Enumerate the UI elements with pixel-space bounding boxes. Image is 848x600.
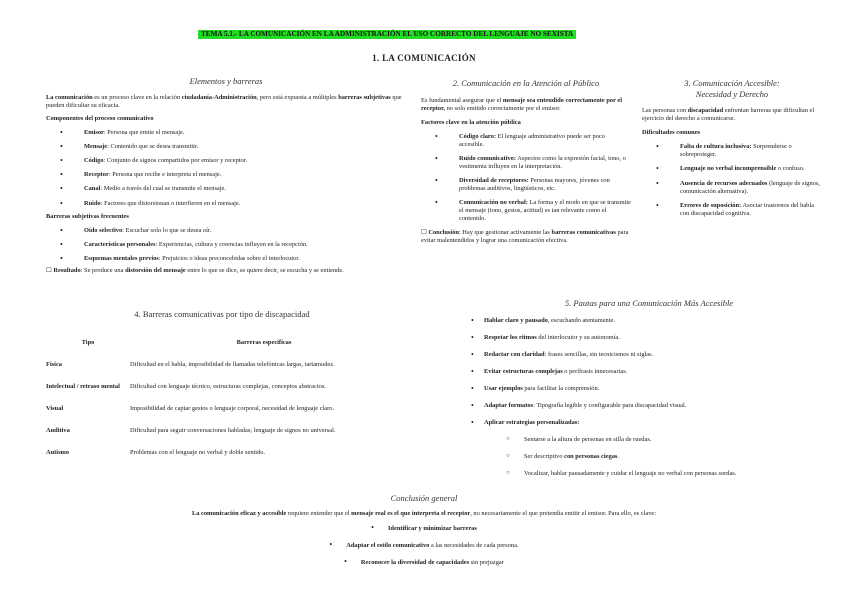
intro-paragraph [642, 107, 822, 123]
difficulty-item [642, 202, 822, 218]
barrier-item [46, 241, 406, 249]
item-description: a las necesidades de cada persona. [429, 541, 519, 549]
section-heading: Conclusión general [390, 493, 458, 503]
pauta-item [484, 402, 814, 410]
item-description: , escuchando atentamente. [547, 316, 615, 324]
difficulty-item [642, 165, 822, 173]
cell-tipo: Visual [46, 405, 64, 412]
item-term: Reconocer la diversidad de capacidades [360, 558, 470, 566]
item-term: Ruido comunicativo: [459, 154, 516, 162]
cell-tipo: Física [46, 361, 62, 368]
section-heading: Elementos y barreras [189, 76, 263, 86]
component-item [46, 143, 406, 151]
conclusion-item [0, 523, 848, 533]
text: para evitar malentendidos y lograr una comunicación efectiva. [421, 229, 629, 245]
pauta-item [484, 317, 814, 325]
section-heading: 4. Barreras comunicativas por tipo de discapacidad [134, 309, 310, 319]
item-description: : Medio a través del cual se transmite el mensaje. [100, 185, 226, 193]
item-term: Aplicar estrategias personalizadas: [484, 418, 580, 426]
table-row [46, 427, 398, 449]
text: Las personas con [642, 107, 688, 115]
pauta-item [484, 368, 814, 376]
cell-tipo: Autismo [46, 449, 70, 456]
barrier-item [46, 255, 406, 263]
table-header-row [46, 339, 398, 361]
item-description: : Persona que recibe e interpreta el mensaje. [108, 171, 222, 179]
factor-item [421, 199, 631, 223]
table-row [46, 361, 398, 383]
disability-barriers-table [46, 339, 398, 471]
text: Vocalizar, hablar pausadamente y cuidar el lenguaje no verbal con personas sordas. [524, 469, 737, 477]
text: es un proceso clave en la relación [92, 93, 182, 101]
item-term: Adaptar el estilo comunicativo [346, 541, 430, 549]
item-term: Características personales [84, 240, 156, 248]
item-description: para facilitar la comprensión. [522, 384, 600, 392]
pauta-item [484, 334, 814, 342]
bold-text: barreras comunicativas [551, 229, 616, 237]
item-term: Usar ejemplos [484, 384, 523, 392]
pautas-sublist [484, 436, 814, 478]
pauta-subitem [484, 453, 814, 461]
topic-title: TEMA 5.1.- LA COMUNICACIÓN EN LA ADMINISTRACIÓN EL USO CORRECTO DEL LENGUAJE NO SEXISTA [198, 30, 576, 39]
item-description: : Factores que distorsionan o interfieren en el mensaje. [100, 199, 241, 207]
pauta-subitem [484, 436, 814, 444]
item-description: : frases sencillas, sin tecnicismos ni siglas. [544, 350, 654, 358]
text: enfrentan barreras que dificultan el ejercicio del derecho a comunicarse. [642, 107, 815, 123]
item-description: : Persona que emite el mensaje. [103, 128, 185, 136]
item-description: Sorprenderse o sobreproteger. [680, 143, 792, 159]
item-term: Código claro: [459, 132, 496, 140]
factors-list [421, 133, 631, 224]
factor-item [421, 155, 631, 171]
bold-text: Resultado [53, 267, 81, 275]
item-term: Diversidad de receptores: [459, 177, 529, 184]
pauta-item [484, 419, 814, 427]
table-row [46, 449, 398, 471]
difficulties-title: Dificultades comunes [642, 129, 701, 137]
section-heading-line1: 3. Comunicación Accesible: [684, 78, 780, 88]
column-header-barreras: Barreras específicas [236, 339, 292, 346]
text: Sentarse a la altura de personas en silla de ruedas. [524, 435, 652, 443]
bold-text: discapacidad [687, 107, 724, 115]
item-description: o confuso. [776, 165, 805, 173]
section-conclusion [0, 493, 848, 574]
bold-text: ciudadanía-Administración [181, 93, 257, 101]
item-description: : Experiencias, cultura y creencias influyen en la recepción. [155, 240, 308, 248]
item-description: Asociar trastornos del habla con discapacidad cognitiva. [680, 201, 814, 217]
bullet-icon: • [329, 539, 333, 549]
item-description: sin prejuzgar [469, 558, 504, 566]
text: : Hay que gestionar activamente las [458, 229, 552, 237]
text: que pueden dificultar su eficacia. [46, 93, 402, 109]
bold-text: mensaje real es el que interpreta el receptor [351, 509, 471, 517]
difficulties-list [642, 143, 822, 218]
section-elementos-barreras [46, 70, 406, 278]
item-term: Comunicación no verbal: [459, 199, 528, 207]
item-description: : Escuchar solo lo que se desea oír. [122, 226, 212, 234]
cell-barrera: Imposibilidad de captar gestos o lenguaje corporal, necesidad de lenguaje claro. [130, 405, 335, 412]
section-atencion-publico [421, 78, 631, 248]
item-description: : Tipografía legible y configurable para discapacidad visual. [533, 401, 687, 409]
text: requiere entender que el [286, 509, 352, 517]
section-heading-line2: Necesidad y Derecho [695, 88, 769, 99]
conclusion-item [0, 557, 848, 567]
pauta-subitem [484, 470, 814, 478]
item-description: La forma y el modo en que se transmite el mensaje (tono, gestos, actitud) es tan relevante como el contenido. [459, 199, 631, 223]
item-description: o perífrasis innecesarias. [562, 367, 628, 375]
cell-barrera: Dificultad con lenguaje técnico, estructuras complejas, conceptos abstractos. [130, 383, 326, 390]
barrier-item [46, 227, 406, 235]
item-description: (lenguaje de signos, comunicación alternativa). [680, 179, 820, 195]
difficulty-item [642, 143, 822, 159]
bold-text: con personas ciegas [564, 452, 618, 460]
item-term: Hablar claro y pausado [484, 316, 548, 324]
intro-paragraph [46, 94, 406, 110]
text: , no necesariamente el que pretendía emitir el emisor. Para ello, es clave: [470, 509, 657, 517]
item-term: Emisor [84, 128, 104, 136]
text: entre lo que se dice, se quiere decir, se escucha y se entiende. [185, 267, 344, 275]
barriers-list [46, 227, 406, 263]
item-term: Evitar estructuras complejas [484, 367, 563, 375]
section-pautas [484, 298, 814, 487]
component-item [46, 171, 406, 179]
component-item [46, 129, 406, 137]
item-term: Mensaje [84, 142, 108, 150]
item-term: Identificar y minimizar barreras [387, 524, 477, 532]
item-term: Errores de suposición: [680, 201, 742, 209]
bullet-icon: • [371, 522, 374, 532]
text: . [617, 452, 619, 460]
page-title: 1. LA COMUNICACIÓN [372, 53, 476, 63]
pauta-item [484, 351, 814, 359]
item-term: Ruido [84, 199, 101, 207]
cell-tipo: Auditiva [46, 427, 70, 434]
checkbox-icon: ☐ [421, 229, 427, 237]
item-term: Falta de cultura inclusiva: [680, 143, 752, 151]
cell-barrera: Problemas con el lenguaje no verbal y doble sentido. [130, 449, 266, 456]
components-title: Componentes del proceso comunicativo [46, 114, 154, 122]
conclusion-paragraph [174, 510, 674, 518]
item-description: del interlocutor y su autonomía. [536, 333, 620, 341]
item-term: Código [84, 157, 104, 164]
factor-item [421, 177, 631, 193]
component-item [46, 200, 406, 208]
conclusion-paragraph [421, 229, 631, 245]
bold-text: Conclusión [428, 229, 459, 237]
item-description: : Conjunto de signos compartidos por emisor y receptor. [103, 157, 248, 164]
section-comunicacion-accesible [642, 78, 822, 224]
item-term: Oído selectivo [84, 226, 123, 234]
table-row [46, 405, 398, 427]
conclusion-item [0, 540, 848, 550]
text: , pero está expuesta a múltiples [256, 93, 339, 101]
section-heading: 2. Comunicación en la Atención al Público [452, 78, 600, 88]
result-paragraph [46, 267, 406, 275]
components-list [46, 129, 406, 208]
intro-paragraph [421, 97, 631, 113]
item-term: Redactar con claridad [484, 350, 545, 358]
item-term: Receptor [84, 171, 109, 179]
difficulty-item [642, 180, 822, 196]
pauta-item [484, 385, 814, 393]
item-term: Canal [84, 185, 101, 193]
conclusion-list [0, 523, 848, 567]
pautas-list [484, 317, 814, 427]
text: Es fundamental asegurar que el [421, 96, 503, 104]
table-section-heading [46, 309, 398, 320]
bold-text: La comunicación eficaz y accesible [191, 509, 287, 517]
item-description: Aspectos como la expresión facial, tono, o vestimenta influyen en la interpretación. [459, 154, 626, 170]
factor-item [421, 133, 631, 149]
text: no solo emitido correctamente por el emisor. [444, 104, 561, 112]
text: Ser descriptivo [524, 452, 565, 460]
bold-text: distorsión del mensaje [125, 267, 186, 275]
cell-barrera: Dificultad en el habla, imposibilidad de llamadas telefónicas largas, tartamudez. [130, 361, 335, 368]
item-description: : Prejuicios o ideas preconcebidas sobre el interlocutor. [158, 255, 300, 263]
checkbox-icon: ☐ [46, 267, 52, 275]
table-row [46, 383, 398, 405]
section-heading: 5. Pautas para una Comunicación Más Accesible [564, 298, 734, 308]
cell-tipo: Intelectual / retraso mental [46, 383, 120, 390]
bold-text: La comunicación [46, 93, 93, 101]
text: : Se produce una [80, 267, 126, 275]
item-term: Adaptar formatos [484, 401, 534, 409]
cell-barrera: Dificultad para seguir conversaciones habladas; lenguaje de signos no universal. [130, 427, 336, 434]
bold-text: barreras subjetivas [338, 93, 391, 101]
barriers-title: Barreras subjetivas frecuentes [46, 212, 129, 220]
factors-title: Factores clave en la atención pública [421, 118, 521, 126]
item-term: Respetar los ritmos [484, 333, 537, 341]
bullet-icon: • [344, 556, 347, 566]
item-description: : Contenido que se desea transmitir. [107, 142, 199, 150]
item-term: Ausencia de recursos adecuados [680, 179, 768, 187]
component-item [46, 185, 406, 193]
item-description: Personas mayores, jóvenes con problemas auditivos, lingüísticos, etc. [459, 177, 610, 192]
item-term: Esquemas mentales previos [84, 255, 159, 263]
bold-text: mensaje sea entendido correctamente por el receptor, [421, 96, 623, 112]
item-description: El lenguaje administrativo puede ser poco accesible. [459, 132, 605, 148]
item-term: Lenguaje no verbal incomprensible [680, 165, 777, 173]
component-item [46, 157, 406, 165]
column-header-tipo: Tipo [81, 339, 95, 346]
